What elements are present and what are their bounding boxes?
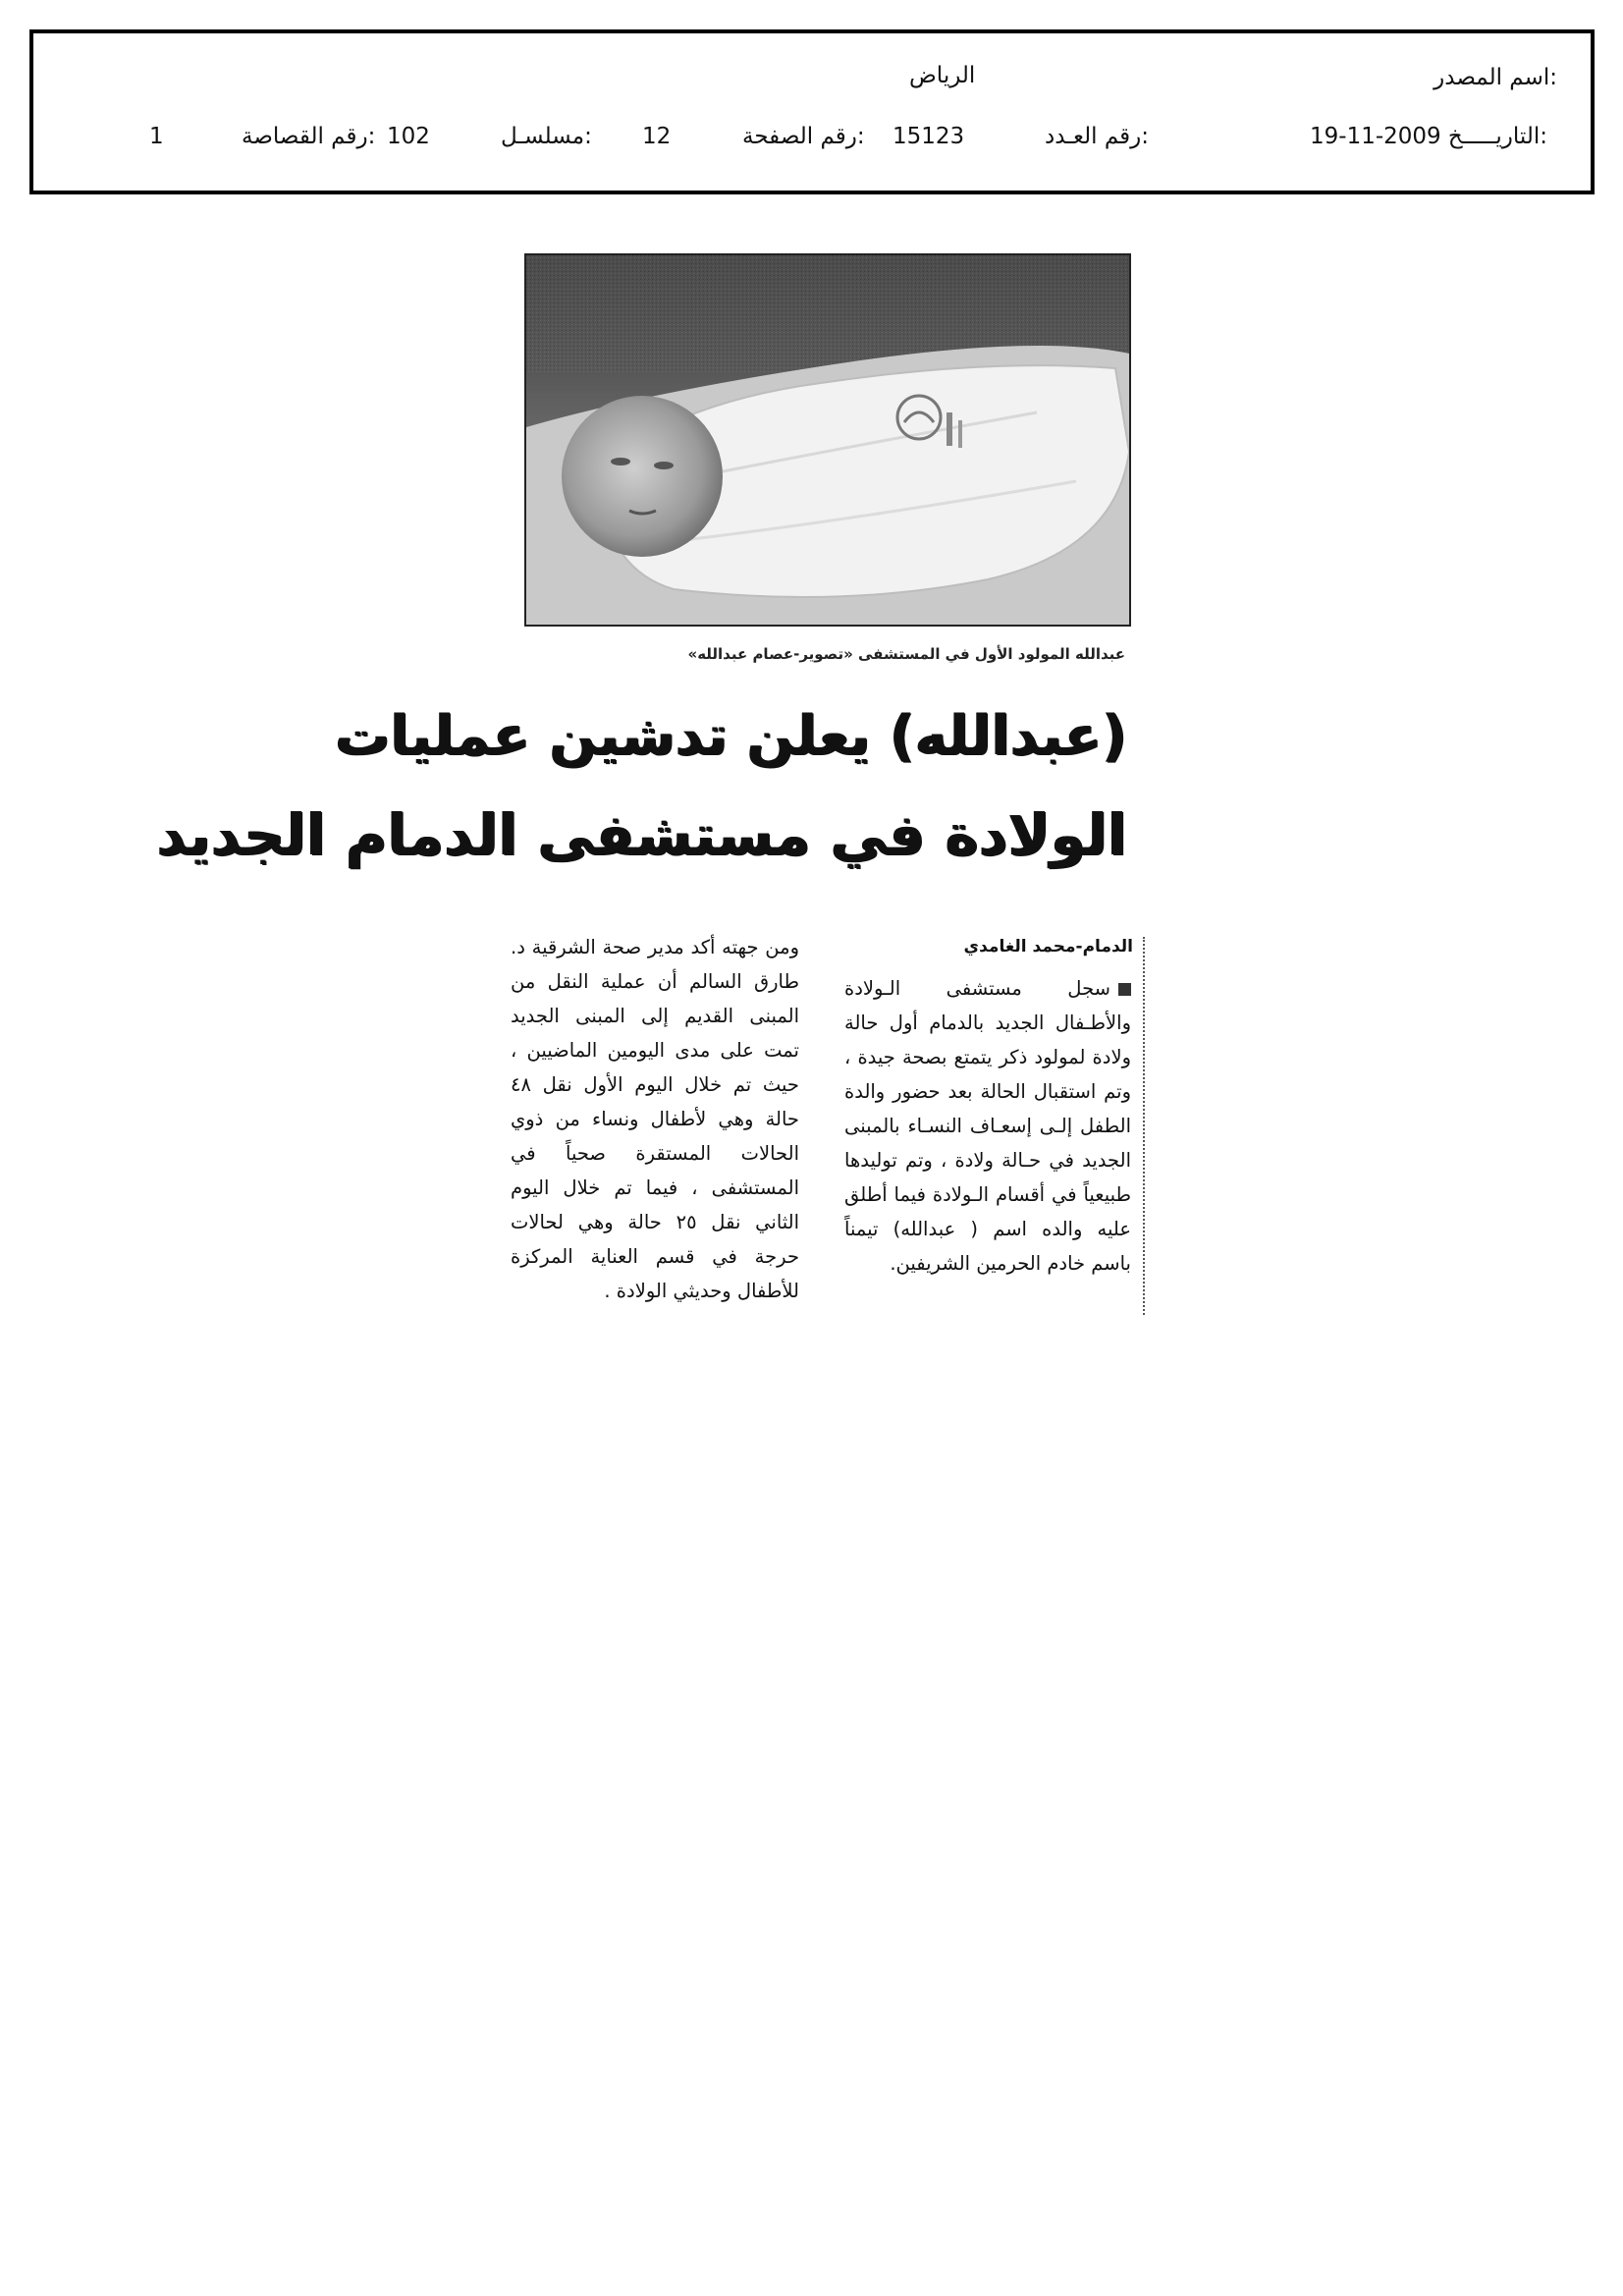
serial-label: مسلسـل:	[501, 124, 592, 149]
clip-number-label: رقم القصاصة:	[242, 124, 376, 149]
date-label: التاريـــــخ:	[1447, 124, 1547, 149]
article-column-left	[511, 930, 799, 1308]
clipping-header-box	[29, 29, 1595, 194]
headline-line-1: (عبدالله) يعلن تدشين عمليات	[335, 704, 1127, 768]
headline-line-2: الولادة في مستشفى الدمام الجديد	[156, 801, 1127, 868]
issue-label: رقم العـدد:	[1045, 124, 1150, 149]
newborn-photo	[524, 253, 1131, 627]
source-value: الرياض	[909, 63, 976, 88]
article-column-right-text: سجل مستشفى الـولادة والأطـفال الجديد بالدمام أول حالة ولادة لمولود ذكر يتمتع بصحة جيدة ، وتم استقبال الحالة بعد حضور والدة الطفل إلـى إسعـاف النسـاء بالمبنى الجديد في حـالة ولادة ، وتم توليدها طبيعياً في أقسام الـولادة فيما أطلق عليه والده اسم ( عبدالله) تيمناً باسم خادم الحرمين الشريفين.	[844, 977, 1131, 1275]
date-value: 19-11-2009	[1310, 124, 1441, 149]
page-value: 12	[642, 124, 672, 149]
clip-number-value: 1	[149, 124, 164, 149]
source-label: اسم المصدر:	[1434, 65, 1557, 90]
article-column-right	[844, 971, 1131, 1281]
bullet-square-icon	[1118, 983, 1131, 996]
page-label: رقم الصفحة:	[742, 124, 865, 149]
issue-value: 15123	[893, 124, 965, 149]
article-column-left-text: ومن جهته أكد مدير صحة الشرقية د. طارق السالم أن عملية النقل من المبنى القديم إلى المبنى الجديد تمت على مدى اليومين الماضيين ، حيث تم خلال اليوم الأول نقل ٤٨ حالة وهي لأطفال ونساء من ذوي الحالات المستقرة صحياً في المستشفى ، فيما تم خلال اليوم الثاني نقل ٢٥ حالة وهي لحالات حرجة في قسم العناية المركزة للأطفال وحديثي الولادة .	[511, 936, 799, 1302]
newspaper-clipping	[156, 249, 1145, 1364]
column-border	[1142, 937, 1145, 1315]
newborn-photo-image	[526, 255, 1129, 625]
article-byline: الدمام-محمد الغامدي	[963, 937, 1133, 957]
serial-value: 102	[387, 124, 430, 149]
photo-caption: عبدالله المولود الأول في المستشفى «تصوير-عصام عبدالله»	[687, 645, 1125, 663]
